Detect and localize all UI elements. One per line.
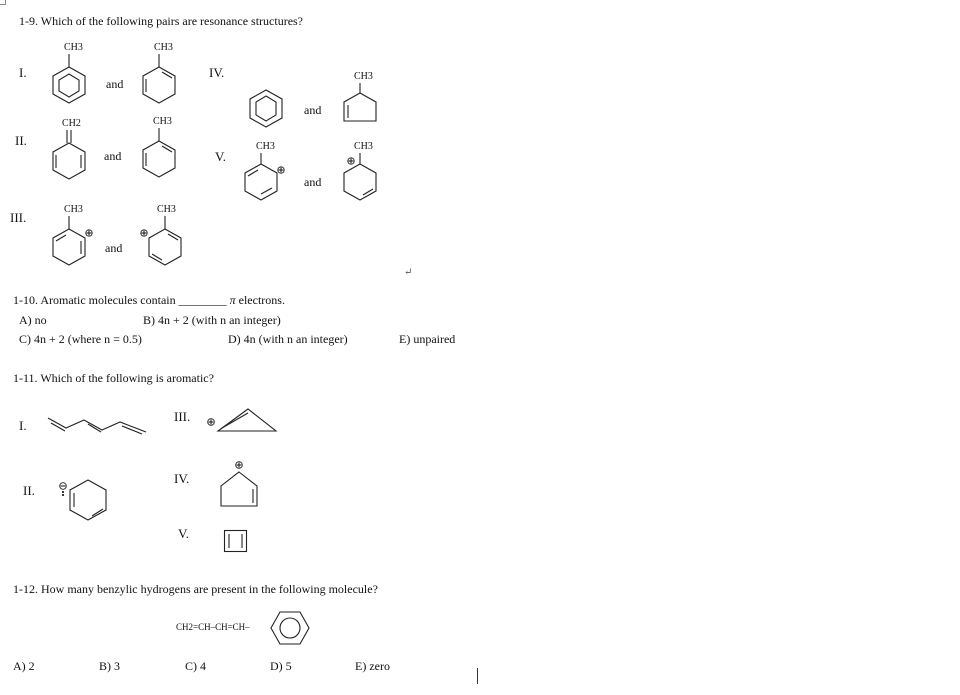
pair-iv-left-structure [247,89,285,129]
pair-ii-left-structure [50,130,90,180]
pair-i-right-structure [140,54,180,104]
pair-i-left-ch3: CH3 [64,42,83,53]
benzene-ring [270,610,310,646]
option-1-10-a: A) no [19,313,47,327]
pair-i-right-ch3: CH3 [154,42,173,53]
pair-iii-left-structure [50,216,98,266]
option-1-10-c: C) 4n + 2 (where n = 0.5) [19,332,142,346]
pair-iii-and: and [105,241,123,255]
option-1-12-b: B) 3 [99,659,120,673]
option-1-12-e: E) zero [355,659,390,673]
molecule-formula-text: CH2=CH–CH=CH– [176,622,250,632]
pair-v-numeral: V. [215,149,226,164]
option-1-10-d: D) 4n (with n an integer) [228,332,348,346]
pair-ii-right-ch3: CH3 [153,116,172,127]
pair-iv-right-ch3: CH3 [354,71,373,82]
pair-iii-right-ch3: CH3 [157,204,176,215]
pair-iii-numeral: III. [10,210,27,225]
option-1-10-e: E) unpaired [399,332,456,346]
pair-iii-left-ch3: CH3 [64,204,83,215]
pair-v-right-structure [341,153,381,201]
pi-symbol: π [229,293,236,307]
question-1-12-title: 1-12. How many benzylic hydrogens are present in the following molecule? [13,582,378,596]
pair-ii-left-ch2: CH2 [62,118,81,129]
text-cursor [477,668,478,684]
molecule-iii-numeral: III. [174,409,191,424]
molecule-i-numeral: I. [19,418,27,433]
page-corner-mark [0,0,6,5]
molecule-ii-numeral: II. [23,483,35,498]
molecule-v-numeral: V. [178,526,189,541]
option-1-10-b: B) 4n + 2 (with n an integer) [143,313,281,327]
pair-i-numeral: I. [19,65,27,80]
molecule-iv-cation-ring [215,459,263,509]
molecule-iv-numeral: IV. [174,471,190,486]
pair-ii-right-structure [140,128,180,178]
pair-iv-and: and [304,103,322,117]
pair-iv-right-structure [341,83,381,129]
question-1-10-title: 1-10. Aromatic molecules contain ________ π electrons. [13,293,285,307]
pair-ii-numeral: II. [15,133,27,148]
pair-v-left-ch3: CH3 [256,141,275,152]
question-1-9-title: 1-9. Which of the following pairs are resonance structures? [19,14,304,28]
molecule-iii-cation [204,407,280,435]
pair-v-and: and [304,175,322,189]
return-mark: ↵ [404,267,413,278]
pair-v-left-structure [242,153,290,201]
question-1-11-title: 1-11. Which of the following is aromatic? [13,371,214,385]
molecule-i-triene [46,415,150,437]
pair-i-left-structure [50,54,90,104]
molecule-v-cyclobutadiene [223,529,249,553]
option-1-12-d: D) 5 [270,659,292,673]
molecule-ii-anion-ring [56,475,110,525]
pair-iii-right-structure [136,216,184,266]
pair-i-and: and [106,77,124,91]
pair-v-right-ch3: CH3 [354,141,373,152]
pair-iv-numeral: IV. [209,65,225,80]
pair-ii-and: and [104,149,122,163]
option-1-12-c: C) 4 [185,659,206,673]
option-1-12-a: A) 2 [13,659,35,673]
